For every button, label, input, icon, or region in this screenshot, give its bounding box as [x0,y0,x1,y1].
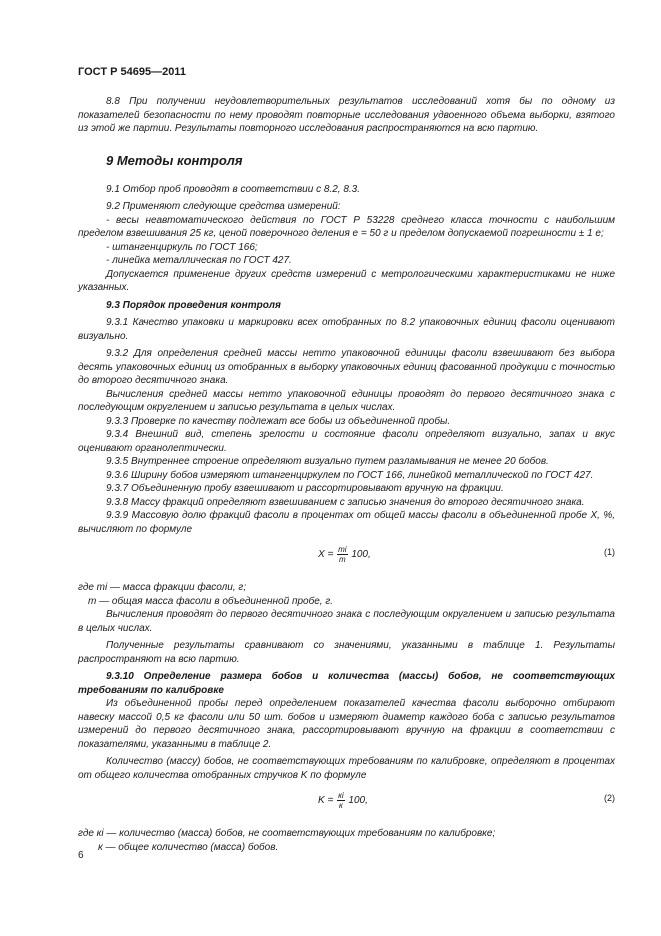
heading-9-3-10: 9.3.10 Определение размера бобов и количества (массы) бобов, не соответствующих требованиям по калибровке [78,671,615,696]
paragraph-9-2: 9.2 Применяют следующие средства измерений: [106,201,341,212]
page-header-standard: ГОСТ Р 54695—2011 [78,66,186,78]
formula-1-number: (1) [604,547,615,557]
formula-1-fraction [337,545,347,564]
paragraph-9-3-2-calc: Вычисления средней массы нетто упаковочной единицы проводят до первого десятичного знака с последующим округлением и записью результата в целых числах. [78,388,615,413]
formula-1-rhs: 100, [351,549,371,561]
paragraph-8-8: 8.8 При получении неудовлетворительных результатов исследований хотя бы по одному из показателей безопасности по нему проводят повторные исследования удвоенного объема выборки, взятого из этой же партии. Результаты повторного исследования распространяются на всю партию. [78,96,615,134]
formula-2-number: (2) [604,793,615,803]
paragraph-9-3-5: 9.3.5 Внутреннее строение определяют визуально путем разламывания не менее 20 бобов. [106,456,549,467]
paragraph-9-3-10-sample: Из объединенной пробы перед определением показателей качества фасоли выборочно отбирают навеску массой 0,5 кг фасоли или 50 шт. бобов и измеряют диаметр каждого боба с записью результатов измерений до первого десятичного знака, рассортировывают вручную на фракции в соответствии с показателями, указанными в таблице 2. [78,698,615,750]
formula-1-denominator: m [338,555,346,564]
document-body [78,95,615,854]
paragraph-9-3-2: 9.3.2 Для определения средней массы нетто упаковочной единицы фасоли взвешивают без выбора десять упаковочных единиц из отобранных в выборку упаковочных единиц фасованной продукции с точностью до второго десятичного знака. [78,348,615,386]
paragraph-9-3-6: 9.3.6 Ширину бобов измеряют штангенциркулем по ГОСТ 166, линейкой металлической по ГОСТ 427. [106,469,594,481]
formula-2-numerator: кi [338,791,344,800]
paragraph-9-3-9: 9.3.9 Массовую долю фракций фасоли в процентах от общей массы фасоли в объединенной пробе X, %, вычисляют по формуле [78,510,615,535]
page-number: 6 [78,850,84,861]
paragraph-results-comparison: Полученные результаты сравнивают со значениями, указанными в таблице 1. Результаты распространяют на всю партию. [78,640,615,665]
formula-2-fraction [337,791,345,810]
formula-1-lhs: X = [318,549,334,561]
formula-1 [78,545,615,569]
list-item-scales: - весы неавтоматического действия по ГОСТ Р 53228 среднего класса точности с наибольшим пределом взвешивания 25 кг, ценой поверочного деления е = 50 г и пределом допускаемой погрешности ± 1 е; [78,214,615,239]
formula-1-numerator: mi [338,545,347,554]
formula-2 [78,791,615,815]
paragraph-other-instruments: Допускается применение других средств измерений с метрологическими характеристиками не ниже указанных. [78,268,615,293]
paragraph-9-3-3: 9.3.3 Проверке по качеству подлежат все бобы из объединенной пробы. [106,415,451,427]
where-2-ki: где кi — количество (масса) бобов, не соответствующих требованиям по калибровке; [78,828,496,839]
where-2-k: к — общее количество (масса) бобов. [98,841,279,853]
where-1-m: m — общая масса фасоли в объединенной пробе, г. [88,595,334,607]
paragraph-9-3-4: 9.3.4 Внешний вид, степень зрелости и состояние фасоли определяют визуально, запах и вкус оценивают органолептически. [78,429,615,454]
formula-2-denominator: к [338,801,343,810]
paragraph-9-3-7: 9.3.7 Объединенную пробу взвешивают и рассортировывают вручную на фракции. [106,483,504,494]
where-1-mi: где mi — масса фракции фасоли, г; [78,582,247,593]
formula-2-lhs: K = [318,795,334,807]
list-item-caliper: - штангенциркуль по ГОСТ 166; [106,241,258,253]
paragraph-9-3-1: 9.3.1 Качество упаковки и маркировки всех отобранных по 8.2 упаковочных единиц фасоли оценивают визуально. [78,317,615,342]
paragraph-calc-rounding: Вычисления проводят до первого десятичного знака с последующим округлением и записью результата в целых числах. [78,609,615,634]
heading-9-3: 9.3 Порядок проведения контроля [106,299,281,311]
list-item-ruler: - линейка металлическая по ГОСТ 427. [106,255,292,266]
paragraph-9-3-8: 9.3.8 Массу фракций определяют взвешиванием с записью значения до второго десятичного знака. [106,496,585,508]
paragraph-9-1: 9.1 Отбор проб проводят в соответствии с 8.2, 8.3. [106,183,360,195]
paragraph-9-3-10-count: Количество (массу) бобов, не соответствующих требованиям по калибровке, определяют в процентах от общего количества отобранных стручков K по формуле [78,756,615,781]
section-9-title: 9 Методы контроля [106,152,243,168]
formula-2-rhs: 100, [348,795,368,807]
